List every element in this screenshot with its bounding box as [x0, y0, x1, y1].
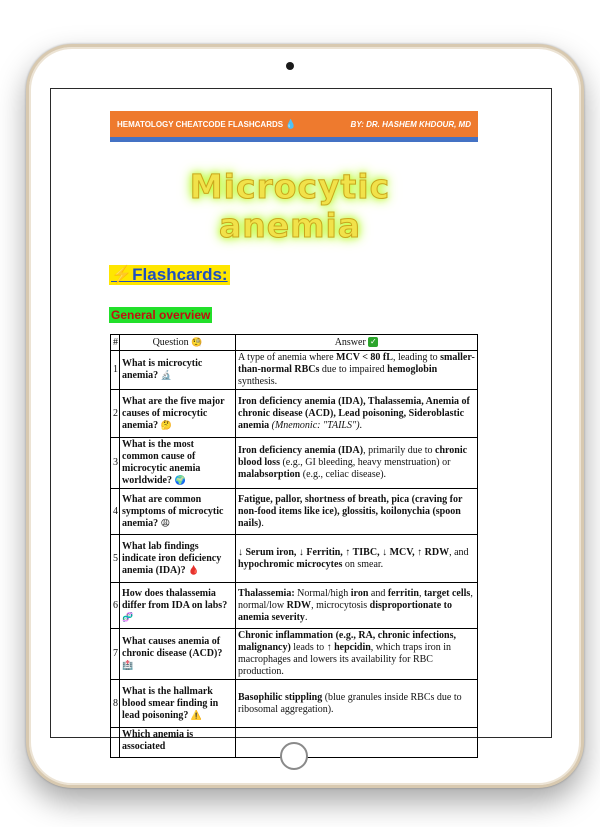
answer-bold: hemoglobin	[387, 364, 438, 375]
answer-cell	[236, 629, 478, 680]
answer-bold: target cells	[423, 587, 471, 599]
blood-drop-icon: 🩸	[188, 565, 200, 576]
question-cell	[120, 390, 236, 438]
answer-text: (e.g., GI bleeding, heavy menstruation) or	[279, 457, 451, 468]
answer-bold: RDW	[286, 599, 312, 611]
row-number	[111, 728, 120, 758]
question-cell	[120, 629, 236, 680]
question-text: Which anemia is associated	[122, 729, 194, 752]
flashcards-heading	[109, 265, 230, 285]
question-text: What are common symptoms of microcytic anemia?	[122, 493, 224, 529]
answer-text: , normal/low	[238, 587, 473, 611]
answer-text: , microcytosis	[311, 599, 370, 611]
drop-icon: 💧	[285, 118, 297, 129]
row-number: 8	[111, 680, 120, 728]
header-answer	[236, 335, 478, 351]
document-header	[110, 111, 478, 137]
table-row	[111, 535, 478, 583]
answer-cell	[236, 680, 478, 728]
row-number: 6	[111, 583, 120, 629]
answer-text: , which traps iron in macrophages and lowers its availability for RBC production.	[238, 642, 452, 677]
question-cell	[120, 351, 236, 390]
tired-face-icon: 😩	[160, 518, 170, 529]
question-text: What is the hallmark blood smear finding in lead poisoning?	[122, 685, 219, 721]
question-text: What is microcytic anemia?	[122, 358, 203, 381]
answer-cell	[236, 438, 478, 489]
row-number: 4	[111, 489, 120, 535]
answer-text: Normal/high	[294, 587, 351, 599]
section-heading: General overview	[111, 308, 211, 322]
answer-bold: chronic blood loss	[238, 445, 468, 468]
answer-text: .	[359, 419, 363, 431]
table-row	[111, 680, 478, 728]
answer-text: leads to ↑	[290, 642, 335, 653]
thinking-face-icon: 🤔	[160, 420, 172, 431]
question-text: What lab findings indicate iron deficiency anemia (IDA)?	[122, 540, 222, 576]
table-header-row	[111, 335, 478, 351]
question-text: What causes anemia of chronic disease (ACD)?	[122, 636, 223, 659]
question-cell	[120, 535, 236, 583]
answer-text: ,	[418, 587, 424, 599]
answer-bold: ↓ Serum iron, ↓ Ferritin, ↑ TIBC, ↓ MCV, ↑ RDW	[238, 546, 450, 558]
document-screen[interactable]	[50, 88, 552, 752]
answer-text: , primarily due to	[363, 445, 436, 456]
answer-text: (e.g., celiac disease).	[300, 469, 387, 480]
question-cell	[120, 489, 236, 535]
answer-text: A type of anemia where	[238, 352, 337, 363]
camera-icon	[286, 62, 294, 70]
answer-bold: iron	[350, 587, 369, 599]
row-number: 3	[111, 438, 120, 489]
answer-text: on smear.	[342, 558, 384, 570]
answer-text: and	[368, 587, 388, 599]
page-title: Microcytic anemia	[189, 167, 391, 245]
hospital-icon: 🏥	[122, 661, 134, 671]
globe-icon: 🌍	[174, 476, 186, 486]
answer-cell	[236, 535, 478, 583]
answer-bold: Fatigue, pallor, shortness of breath, pica (craving for non-food items like ice), glossitis, koilonychia (spoon nails)	[238, 493, 463, 529]
answer-text: synthesis.	[238, 376, 278, 387]
answer-text: .	[304, 611, 308, 623]
question-text: What is the most common cause of microcytic anemia worldwide?	[122, 439, 201, 486]
answer-bold: hypochromic microcytes	[238, 558, 343, 570]
header-stripe	[110, 137, 478, 142]
header-author: BY: DR. HASHEM KHDOUR, MD	[350, 119, 471, 129]
check-icon: ✓	[369, 337, 377, 347]
answer-bold: disproportionate to anemia severity	[238, 599, 452, 623]
row-number: 2	[111, 390, 120, 438]
answer-cell	[236, 351, 478, 390]
question-cell	[120, 438, 236, 489]
dna-icon: 🧬	[122, 612, 134, 623]
header-title: HEMATOLOGY CHEATCODE FLASHCARDS	[117, 119, 284, 129]
table-row	[111, 629, 478, 680]
answer-bold: MCV < 80 fL	[336, 352, 393, 363]
table-row	[111, 390, 478, 438]
question-text: What are the five major causes of microcytic anemia?	[122, 395, 225, 431]
lightning-icon: ⚡	[111, 265, 133, 284]
answer-bold: Iron deficiency anemia (IDA), Thalassemia, Anemia of chronic disease (ACD), Lead poisoning, Sideroblastic anemia	[238, 395, 470, 431]
warning-icon: ⚠️	[190, 710, 203, 721]
answer-text: , and	[449, 546, 469, 558]
answer-cell	[236, 489, 478, 535]
answer-italic: (Mnemonic: "TAILS")	[269, 419, 360, 431]
question-text: How does thalassemia differ from IDA on labs?	[122, 587, 228, 611]
answer-cell	[236, 390, 478, 438]
flashcards-heading-text: Flashcards:	[132, 265, 228, 284]
answer-bold: Iron deficiency anemia (IDA)	[238, 445, 364, 456]
answer-cell	[236, 728, 478, 758]
header-question	[120, 335, 236, 351]
answer-text: due to impaired	[319, 364, 388, 375]
answer-bold: Basophilic stippling	[238, 691, 323, 703]
flashcard-table	[110, 334, 478, 758]
row-number: 7	[111, 629, 120, 680]
row-number: 5	[111, 535, 120, 583]
microscope-icon: 🔬	[160, 371, 172, 381]
thinking-face-icon: 🧐	[191, 337, 203, 348]
answer-bold: Thalassemia:	[238, 587, 295, 599]
table-row	[111, 351, 478, 390]
header-answer-label: Answer	[334, 336, 366, 348]
answer-text: , leading to	[392, 352, 441, 363]
answer-text: .	[261, 517, 264, 529]
table-row	[111, 438, 478, 489]
header-question-label: Question	[152, 336, 189, 348]
answer-bold: smaller-than-normal RBCs	[238, 352, 475, 375]
row-number: 1	[111, 351, 120, 390]
question-cell	[120, 583, 236, 629]
question-cell	[120, 680, 236, 728]
home-button[interactable]	[280, 742, 308, 770]
table-row	[111, 583, 478, 629]
table-row	[111, 489, 478, 535]
answer-bold: Chronic inflammation (e.g., RA, chronic infections, malignancy)	[238, 630, 456, 653]
header-num: #	[111, 335, 120, 351]
answer-bold: malabsorption	[238, 469, 301, 480]
answer-cell	[236, 583, 478, 629]
answer-text: (blue granules inside RBCs due to ribosomal aggregation).	[238, 691, 462, 715]
answer-bold: ferritin	[387, 587, 419, 599]
answer-bold: hepcidin	[334, 642, 371, 653]
question-cell	[120, 728, 236, 758]
